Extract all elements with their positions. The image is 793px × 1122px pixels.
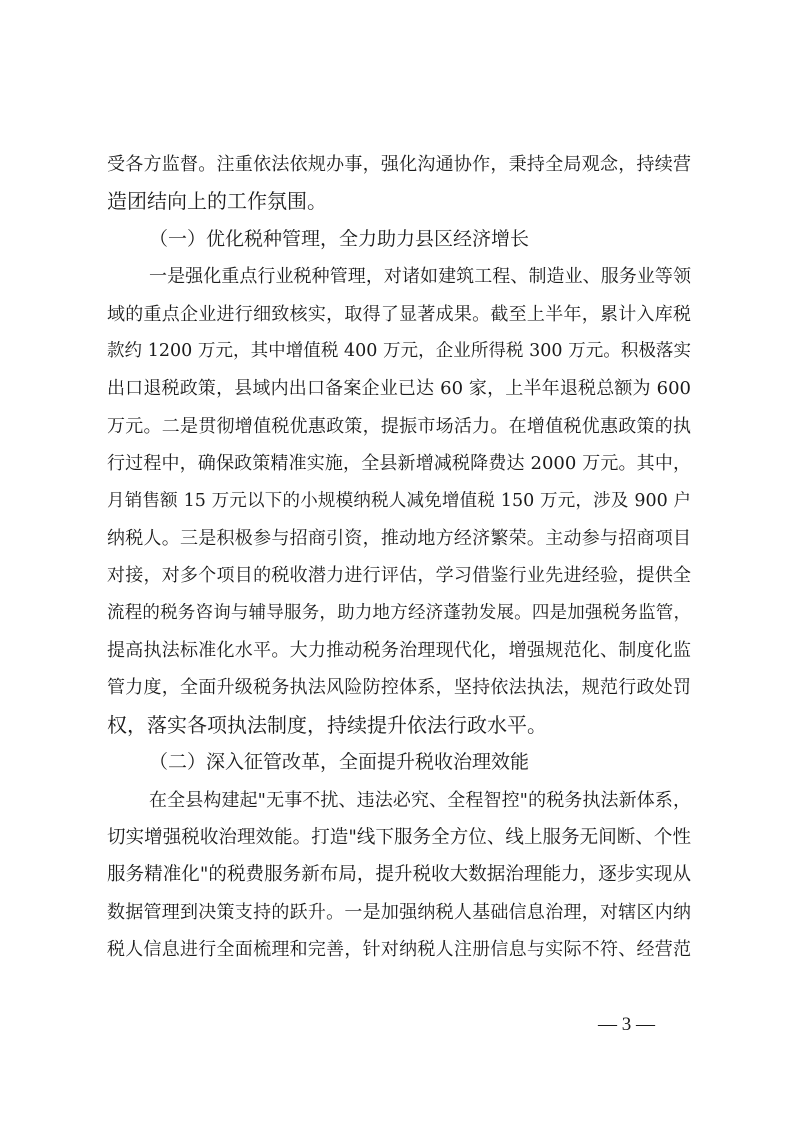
paragraph-first-line: 一是强化重点行业税种管理，对诸如建筑工程、制造业、服务业等领 — [149, 266, 691, 288]
text-line: 数据管理到决策支持的跃升。一是加强纳税人基础信息治理，对辖区内纳 — [107, 901, 691, 923]
section-heading: （二）深入征管改革，全面提升税收治理效能 — [149, 751, 530, 774]
document-body — [107, 146, 691, 969]
text-line: 域的重点企业进行细致核实，取得了显著成果。截至上半年，累计入库税 — [107, 303, 691, 325]
text-line: 出口退税政策，县域内出口备案企业已达 60 家，上半年退税总额为 600 — [107, 378, 691, 400]
text-line: 行过程中，确保政策精准实施，全县新增减税降费达 2000 万元。其中， — [107, 453, 691, 475]
text-line: 造团结向上的工作氛围。 — [107, 189, 327, 214]
section-heading: （一）优化税种管理，全力助力县区经济增长 — [149, 227, 530, 250]
text-line: 切实增强税收治理效能。打造"线下服务全方位、线上服务无间断、个性 — [107, 827, 691, 849]
page-number: — 3 — — [598, 1014, 655, 1035]
text-line: 款约 1200 万元，其中增值税 400 万元，企业所得税 300 万元。积极落实 — [107, 340, 691, 361]
text-line: 万元。二是贯彻增值税优惠政策，提振市场活力。在增值税优惠政策的执 — [107, 415, 691, 437]
text-line: 管力度，全面升级税务执法风险防控体系，坚持依法执法，规范行政处罚 — [107, 677, 691, 699]
text-line: 服务精准化"的税费服务新布局，提升税收大数据治理能力，逐步实现从 — [107, 864, 691, 886]
text-line: 纳税人。三是积极参与招商引资，推动地方经济繁荣。主动参与招商项目 — [107, 527, 691, 549]
text-line: 受各方监督。注重依法依规办事，强化沟通协作，秉持全局观念，持续营 — [107, 154, 691, 175]
text-line: 月销售额 15 万元以下的小规模纳税人减免增值税 150 万元，涉及 900 户 — [107, 490, 691, 511]
paragraph-first-line: 在全县构建起"无事不扰、违法必究、全程智控"的税务执法新体系， — [149, 789, 691, 811]
text-line: 对接，对多个项目的税收潜力进行评估，学习借鉴行业先进经验，提供全 — [107, 565, 691, 587]
text-line: 权，落实各项执法制度，持续提升依法行政水平。 — [107, 712, 547, 737]
text-line: 税人信息进行全面梳理和完善，针对纳税人注册信息与实际不符、经营范 — [107, 939, 691, 961]
text-line: 提高执法标准化水平。大力推动税务治理现代化，增强规范化、制度化监 — [107, 640, 691, 662]
text-line: 流程的税务咨询与辅导服务，助力地方经济蓬勃发展。四是加强税务监管， — [107, 602, 691, 623]
